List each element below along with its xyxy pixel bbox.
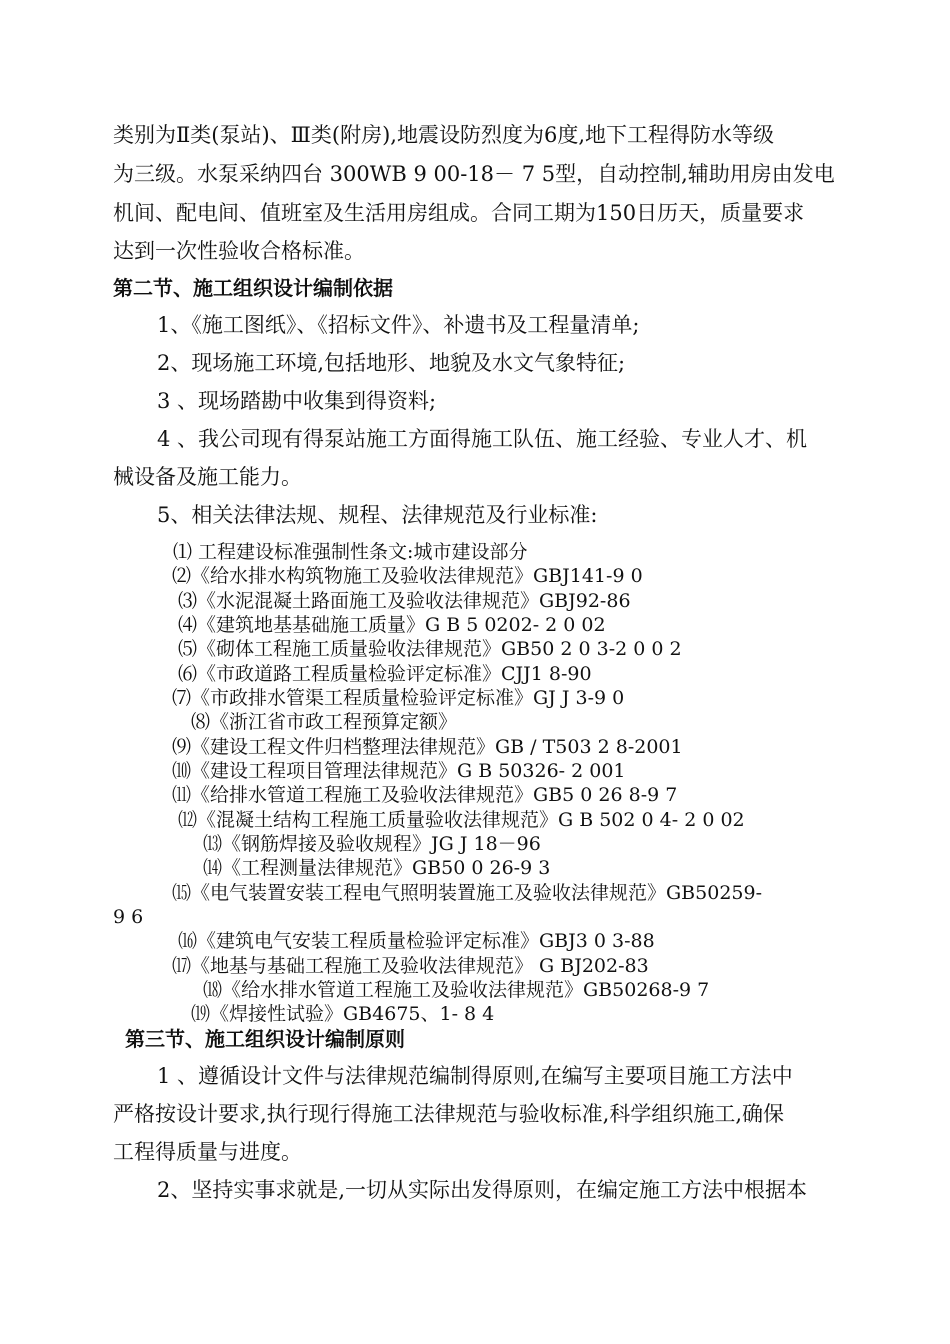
intro-line-1: 类别为Ⅱ类(泵站)、Ⅲ类(附房),地震设防烈度为6度,地下工程得防水等级 [113, 123, 775, 147]
basis-item-3: 3 、现场踏勘中收集到得资料; [157, 389, 437, 413]
intro-line-4: 达到一次性验收合格标准。 [113, 239, 365, 263]
basis-item-5: 5、相关法律法规、规程、法律规范及行业标准: [157, 503, 598, 527]
principle-line-2: 严格按设计要求,执行现行得施工法律规范与验收标准,科学组织施工,确保 [113, 1102, 785, 1126]
ref-item: ⑶《水泥混凝土路面施工及验收法律规范》GBJ92-86 [178, 590, 631, 612]
principle-line-1: 1 、遵循设计文件与法律规范编制得原则,在编写主要项目施工方法中 [157, 1064, 793, 1088]
basis-item-4-cont: 械设备及施工能力。 [113, 465, 302, 489]
section-2-heading: 第二节、施工组织设计编制依据 [113, 276, 393, 300]
ref-item: ⑹《市政道路工程质量检验评定标准》CJJ1 8-90 [178, 663, 592, 685]
ref-item: ⒀《钢筋焊接及验收规程》JG J 18－96 [203, 833, 541, 855]
basis-item-2: 2、现场施工环境,包括地形、地貌及水文气象特征; [157, 351, 626, 375]
section-3-heading: 第三节、施工组织设计编制原则 [125, 1027, 405, 1051]
ref-item: ⑼《建设工程文件归档整理法律规范》GB / T503 2 8-2001 [172, 736, 683, 758]
ref-item: ⒁《工程测量法律规范》GB50 0 26-9 3 [203, 857, 551, 879]
principle-line-4: 2、坚持实事求就是,一切从实际出发得原则，在编定施工方法中根据本 [157, 1178, 808, 1202]
ref-item: ⑷《建筑地基基础施工质量》G B 5 0202- 2 0 02 [178, 614, 606, 636]
ref-item: ⒄《地基与基础工程施工及验收法律规范》 G BJ202-83 [172, 955, 649, 977]
ref-item: ⑴ 工程建设标准强制性条文:城市建设部分 [173, 541, 528, 563]
ref-item: ⑵《给水排水构筑物施工及验收法律规范》GBJ141-9 0 [172, 565, 643, 587]
ref-item: ⑸《砌体工程施工质量验收法律规范》GB50 2 0 3-2 0 0 2 [178, 638, 682, 660]
ref-item: ⑽《建设工程项目管理法律规范》G B 50326- 2 001 [172, 760, 626, 782]
ref-item: ⒂《电气装置安装工程电气照明装置施工及验收法律规范》GB50259- [172, 882, 763, 904]
ref-item: ⑾《给排水管道工程施工及验收法律规范》GB5 0 26 8-9 7 [172, 784, 678, 806]
principle-line-3: 工程得质量与进度。 [113, 1140, 302, 1164]
ref-item: ⒆《焊接性试验》GB4675、1- 8 4 [191, 1003, 495, 1025]
ref-item: ⑻《浙江省市政工程预算定额》 [191, 711, 458, 733]
ref-item-cont: 9 6 [113, 906, 144, 928]
basis-item-1: 1、《施工图纸》、《招标文件》、补遗书及工程量清单; [157, 313, 640, 337]
ref-item: ⒅《给水排水管道工程施工及验收法律规范》GB50268-9 7 [203, 979, 710, 1001]
ref-item: ⑺《市政排水管渠工程质量检验评定标准》GJ J 3-9 0 [172, 687, 625, 709]
intro-line-2: 为三级。水泵采纳四台 300WB 9 00-18－ 7 5型，自动控制,辅助用房由发电 [113, 162, 835, 186]
ref-item: ⒃《建筑电气安装工程质量检验评定标准》GBJ3 0 3-88 [178, 930, 655, 952]
intro-line-3: 机间、配电间、值班室及生活用房组成。合同工期为150日历天，质量要求 [113, 201, 805, 225]
basis-item-4: 4 、我公司现有得泵站施工方面得施工队伍、施工经验、专业人才、机 [157, 427, 808, 451]
ref-item: ⑿《混凝土结构工程施工质量验收法律规范》G B 502 0 4- 2 0 02 [178, 809, 745, 831]
